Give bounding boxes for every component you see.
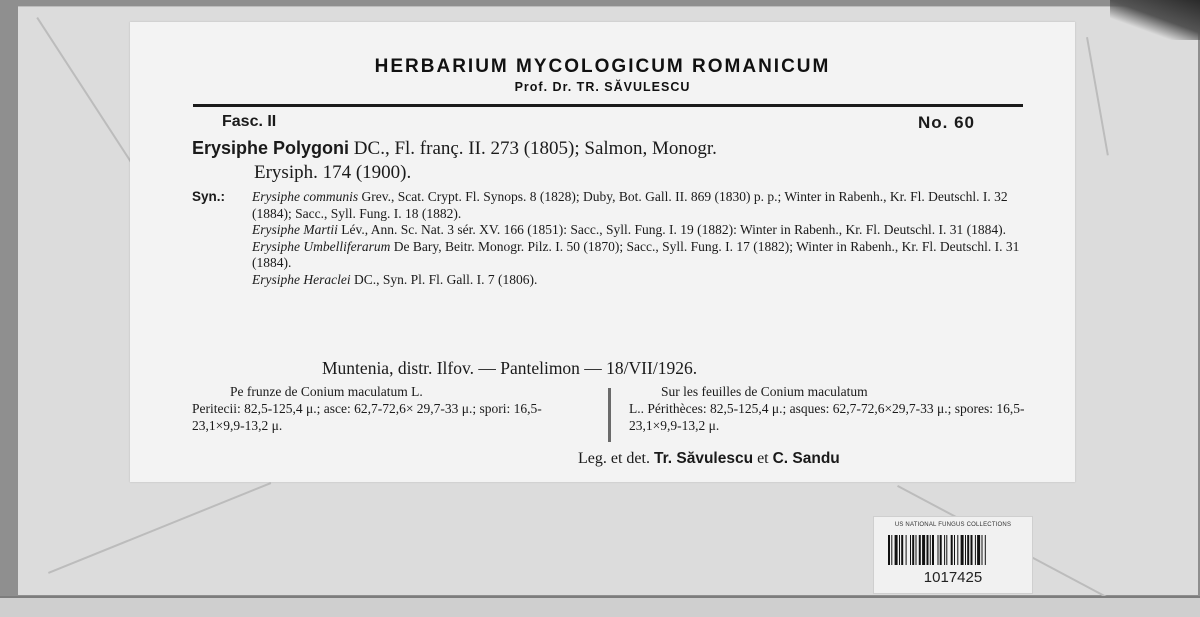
barcode-bar — [951, 535, 953, 565]
synonyms-label: Syn.: — [192, 189, 226, 204]
collectors-conj: et — [757, 450, 769, 467]
host-romanian: Pe frunze de Conium maculatum L. — [230, 384, 423, 399]
synonym-entry — [252, 189, 1030, 222]
synonym-name: Erysiphe Martii — [252, 222, 338, 237]
barcode-bar — [938, 535, 939, 565]
collector-2: C. Sandu — [772, 450, 840, 467]
envelope-fold-line — [1086, 37, 1109, 156]
host-french: Sur les feuilles de Conium maculatum — [661, 384, 868, 399]
barcode-institution: US NATIONAL FUNGUS COLLECTIONS — [894, 522, 1012, 528]
synonym-name: Erysiphe communis — [252, 189, 359, 204]
barcode-bar — [975, 535, 976, 565]
species-name: Erysiphe Polygoni — [192, 138, 350, 158]
measurements-french: L.. Périthèces: 82,5-125,4 μ.; asques: 62,7-72,6×29,7-33 μ.; spores: 16,5-23,1×9,9-13,2 μ. — [629, 401, 1025, 433]
barcode-bar — [930, 535, 931, 565]
barcode-bar — [916, 535, 917, 565]
collector-1: Tr. Săvulescu — [653, 450, 754, 467]
barcode-bar — [957, 535, 958, 565]
synonym-name: Erysiphe Umbelliferarum — [252, 238, 391, 254]
barcode-bar — [901, 535, 903, 565]
barcode-bar — [927, 535, 929, 565]
description-french — [629, 383, 1029, 434]
synonym-entry — [252, 272, 1030, 289]
measurements-romanian: Peritecii: 82,5-125,4 μ.; asce: 62,7-72,6× 29,7-33 μ.; spori: 16,5-23,1×9,9-13,2 μ. — [192, 401, 542, 433]
barcode-bar — [895, 535, 898, 565]
barcode-bar — [985, 535, 986, 565]
collectors — [578, 450, 840, 468]
barcode-bar — [971, 535, 973, 565]
barcode-bar — [899, 535, 900, 565]
barcode-bar — [954, 535, 955, 565]
barcode-bar — [940, 535, 942, 565]
fascicle: Fasc. II — [222, 113, 277, 130]
synonym-citation: De Bary, Beitr. Monogr. Pilz. I. 50 (1870); Sacc., Syll. Fung. I. 17 (1882); Winter in Rabenh., Kr. Fl. Deutschl. I. 31 (1884). — [252, 238, 1020, 270]
synonym-entry — [252, 239, 1030, 272]
synonym-list — [252, 189, 1030, 288]
barcode-bar — [965, 535, 966, 565]
barcode-bar — [932, 535, 934, 565]
species-citation-1: DC., Fl. franç. II. 273 (1805); Salmon, Monogr. — [353, 138, 717, 159]
barcode-bar — [912, 535, 914, 565]
label-subtitle: Prof. Dr. TR. SĂVULESCU — [514, 80, 691, 94]
synonym-citation: Lév., Ann. Sc. Nat. 3 sér. XV. 166 (1851): Sacc., Syll. Fung. I. 19 (1882): Winter in Rabenh., Kr. Fl. Deutschl. I. 31 (1884). — [341, 222, 1007, 237]
barcode-bar — [922, 535, 925, 565]
barcode-bar — [982, 535, 983, 565]
specimen-number: No. 60 — [918, 113, 976, 132]
barcode-bar — [910, 535, 911, 565]
synonym-citation: DC., Syn. Pl. Fl. Gall. I. 7 (1806). — [353, 271, 538, 287]
barcode-bar — [919, 535, 921, 565]
barcode-bar — [944, 535, 945, 565]
synonym-citation: Grev., Scat. Crypt. Fl. Synops. 8 (1828); Duby, Bot. Gall. II. 869 (1830) p. p.; Winter in Rabenh., Kr. Fl. Deutschl. I. 32 (1884); Sacc., Syll. Fung. I. 18 (1882). — [252, 189, 1008, 221]
barcode — [888, 535, 1018, 565]
barcode-bar — [946, 535, 947, 565]
label-title: HERBARIUM MYCOLOGICUM ROMANICUM — [374, 56, 831, 77]
species-heading — [192, 136, 1037, 185]
barcode-bar — [891, 535, 892, 565]
barcode-bar — [977, 535, 980, 565]
barcode-bar — [906, 535, 907, 565]
description-romanian — [192, 383, 584, 434]
specimen-label — [130, 22, 1075, 482]
collectors-prefix: Leg. et det. — [578, 450, 650, 467]
barcode-number: 1017425 — [923, 569, 983, 586]
species-citation-2: Erysiph. 174 (1900). — [254, 162, 412, 183]
synonym-name: Erysiphe Heraclei — [252, 271, 351, 287]
barcode-bar — [967, 535, 969, 565]
barcode-label — [873, 516, 1033, 594]
envelope-fold-line — [48, 482, 271, 574]
barcode-bar — [961, 535, 964, 565]
dark-corner — [1110, 0, 1200, 40]
header-rule — [193, 104, 1023, 107]
barcode-bar — [888, 535, 890, 565]
locality: Muntenia, distr. Ilfov. — Pantelimon — 18/VII/1926. — [322, 358, 698, 378]
synonym-entry — [252, 222, 1030, 239]
column-divider — [608, 388, 611, 442]
bottom-strip — [0, 596, 1200, 617]
